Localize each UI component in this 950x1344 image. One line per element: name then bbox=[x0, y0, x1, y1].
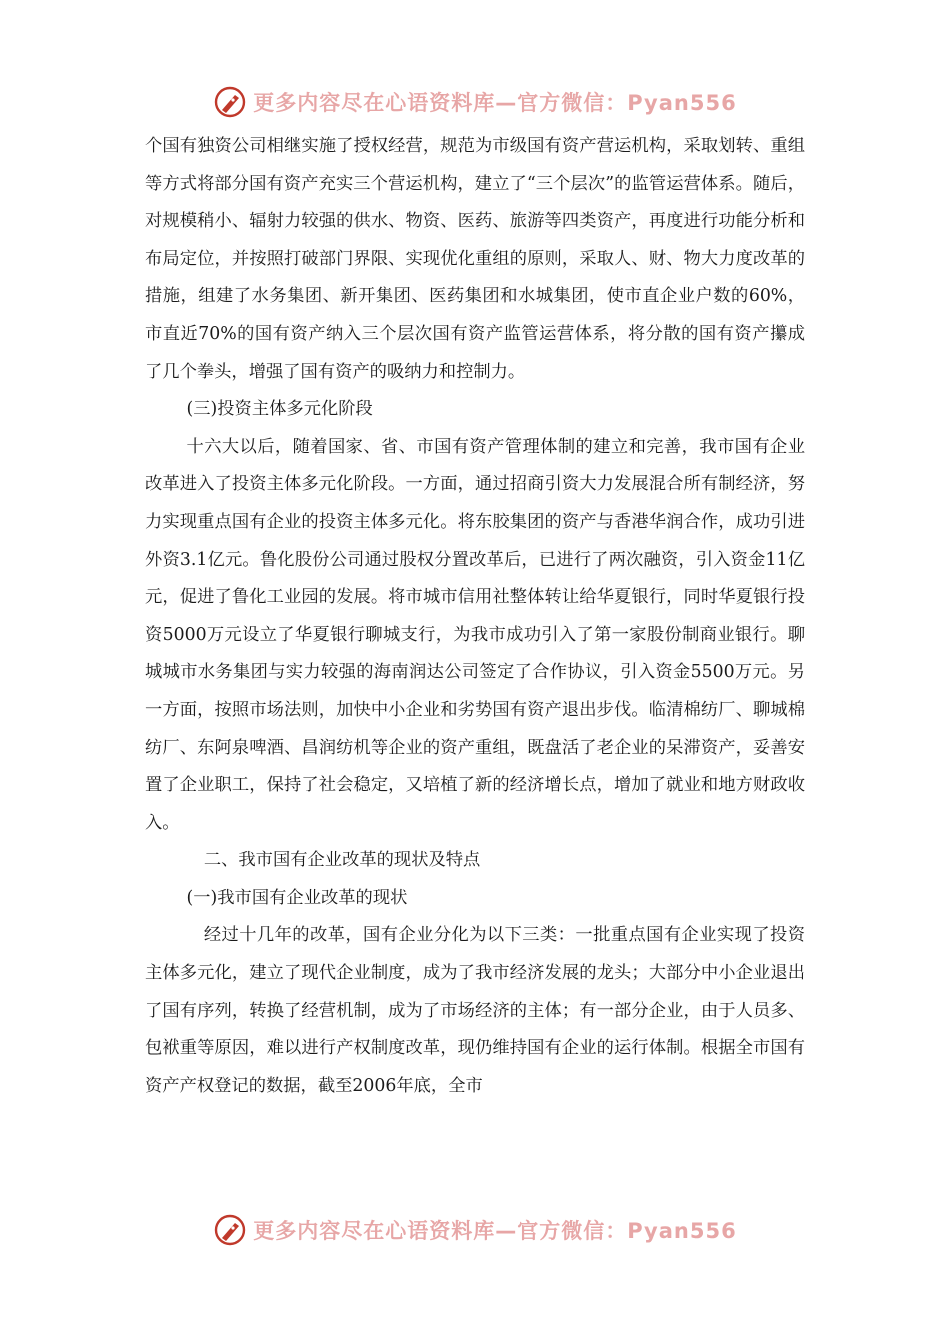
pen-nib-logo-icon bbox=[213, 85, 247, 119]
banner-text: 更多内容尽在心语资料库—官方微信：Pyan556 bbox=[253, 91, 737, 115]
banner-text: 更多内容尽在心语资料库—官方微信：Pyan556 bbox=[253, 1219, 737, 1243]
paragraph: 经过十几年的改革，国有企业分化为以下三类：一批重点国有企业实现了投资主体多元化，建立了现代企业制度，成为了我市经济发展的龙头；大部分中小企业退出了国有序列，转换了经营机制，成为了市场经济的主体；有一部分企业，由于人员多、包袱重等原因，难以进行产权制度改革，现仍维持国有企业的运行体制。根据全市国有资产产权登记的数据，截至2006年底，全市 bbox=[145, 925, 805, 1096]
paragraph: 个国有独资公司相继实施了授权经营，规范为市级国有资产营运机构，采取划转、重组等方式将部分国有资产充实三个营运机构，建立了“三个层次”的监管运营体系。随后，对规模稍小、辐射力较强的供水、物资、医药、旅游等四类资产，再度进行功能分析和布局定位，并按照打破部门界限、实现优化重组的原则，采取人、财、物大力度改革的措施，组建了水务集团、新开集团、医药集团和水城集团，使市直企业户数的60%，市直近70%的国有资产纳入三个层次国有资产监管运营体系，将分散的国有资产攥成了几个拳头，增强了国有资产的吸纳力和控制力。 bbox=[145, 136, 805, 382]
pen-nib-logo-icon bbox=[213, 1213, 247, 1247]
section-heading: (三)投资主体多元化阶段 bbox=[186, 399, 373, 420]
section-heading: 二、我市国有企业改革的现状及特点 bbox=[203, 850, 481, 871]
section-heading: (一)我市国有企业改革的现状 bbox=[186, 887, 408, 908]
header-banner bbox=[0, 82, 950, 122]
paragraph: 十六大以后，随着国家、省、市国有资产管理体制的建立和完善，我市国有企业改革进入了投资主体多元化阶段。一方面，通过招商引资大力发展混合所有制经济，努力实现重点国有企业的投资主体多元化。将东胶集团的资产与香港华润合作，成功引进外资3.1亿元。鲁化股份公司通过股权分置改革后，已进行了两次融资，引入资金11亿元，促进了鲁化工业园的发展。将市城市信用社整体转让给华夏银行，同时华夏银行投资5000万元设立了华夏银行聊城支行，为我市成功引入了第一家股份制商业银行。聊城城市水务集团与实力较强的海南润达公司签定了合作协议，引入资金5500万元。另一方面，按照市场法则，加快中小企业和劣势国有资产退出步伐。临清棉纺厂、聊城棉纺厂、东阿泉啤酒、昌润纺机等企业的资产重组，既盘活了老企业的呆滞资产，妥善安置了企业职工，保持了社会稳定，又培植了新的经济增长点，增加了就业和地方财政收入。 bbox=[145, 436, 805, 833]
document-body bbox=[145, 128, 805, 1105]
footer-banner bbox=[0, 1210, 950, 1250]
